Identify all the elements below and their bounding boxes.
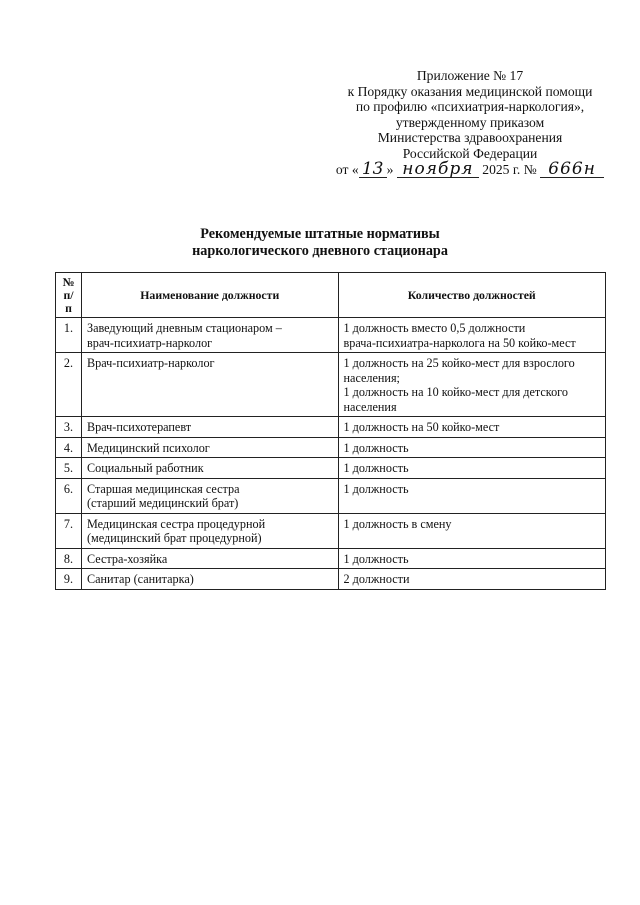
header-position-name: Наименование должности bbox=[81, 273, 338, 318]
title-line: Рекомендуемые штатные нормативы bbox=[200, 226, 440, 242]
position-count bbox=[338, 478, 605, 513]
table-row bbox=[56, 318, 606, 353]
position-name bbox=[81, 353, 338, 417]
position-count-line: 1 должность на 50 койко-мест bbox=[343, 420, 500, 434]
table-row bbox=[56, 513, 606, 548]
position-count bbox=[338, 569, 605, 590]
position-count bbox=[338, 458, 605, 479]
header-line: утвержденному приказом bbox=[395, 114, 545, 130]
position-count-line: 1 должность bbox=[343, 440, 409, 455]
table-row bbox=[56, 458, 606, 479]
date-quote-close: » bbox=[386, 161, 394, 177]
handwritten-order-number: 666н bbox=[540, 162, 604, 178]
header-line: по профилю «психиатрия-наркология», bbox=[355, 99, 585, 115]
row-number: 5. bbox=[56, 458, 82, 479]
position-name bbox=[81, 548, 338, 569]
handwritten-month: ноября bbox=[397, 162, 479, 178]
row-number: 3. bbox=[56, 417, 82, 438]
title-line: наркологического дневного стационара bbox=[192, 243, 448, 259]
table-row bbox=[56, 478, 606, 513]
row-number: 4. bbox=[56, 437, 82, 458]
position-count-line: 2 должности bbox=[343, 572, 410, 586]
position-name-line: (медицинский брат процедурной) bbox=[86, 531, 262, 545]
position-count-line: 1 должность bbox=[343, 461, 409, 475]
position-name-line: (старший медицинский брат) bbox=[86, 496, 239, 510]
row-number: 7. bbox=[56, 513, 82, 548]
header-line: к Порядку оказания медицинской помощи bbox=[347, 83, 593, 99]
position-count bbox=[338, 318, 605, 353]
header-number-abbr: п/п bbox=[63, 288, 74, 315]
position-count bbox=[338, 353, 605, 417]
position-count-line: 1 должность в смену bbox=[343, 516, 452, 531]
table-row bbox=[56, 437, 606, 458]
header-number-symbol: № bbox=[62, 275, 75, 289]
position-count-line: врача-психиатра-нарколога на 50 койко-мест bbox=[343, 335, 576, 350]
header-line: Министерства здравоохранения bbox=[377, 130, 563, 146]
position-count-line: 1 должность bbox=[343, 481, 409, 496]
position-name-line: Социальный работник bbox=[86, 461, 204, 475]
position-count bbox=[338, 513, 605, 548]
header-line: Приложение № 17 bbox=[416, 68, 524, 83]
position-count-line: 1 должность на 25 койко-мест для взрослого населения; bbox=[343, 356, 575, 385]
table-row bbox=[56, 353, 606, 417]
appendix-header bbox=[320, 68, 620, 178]
position-name-line: Медицинская сестра процедурной bbox=[86, 516, 266, 531]
date-year-text: 2025 г. № bbox=[482, 161, 537, 177]
table-row bbox=[56, 569, 606, 590]
position-count bbox=[338, 417, 605, 438]
position-name bbox=[81, 437, 338, 458]
position-name-line: Санитар (санитарка) bbox=[86, 572, 194, 586]
position-name bbox=[81, 458, 338, 479]
table-row bbox=[56, 417, 606, 438]
position-name bbox=[81, 569, 338, 590]
position-name-line: Сестра-хозяйка bbox=[86, 551, 168, 566]
position-name bbox=[81, 513, 338, 548]
row-number: 1. bbox=[56, 318, 82, 353]
position-count-line: 1 должность на 10 койко-мест для детского населения bbox=[343, 385, 568, 414]
position-name bbox=[81, 318, 338, 353]
position-count bbox=[338, 437, 605, 458]
position-name bbox=[81, 478, 338, 513]
position-name-line: Медицинский психолог bbox=[86, 440, 210, 455]
row-number: 6. bbox=[56, 478, 82, 513]
position-name-line: Врач-психотерапевт bbox=[86, 420, 192, 434]
date-prefix: от « bbox=[335, 161, 359, 177]
row-number: 9. bbox=[56, 569, 82, 590]
document-title bbox=[80, 226, 560, 260]
order-date-line bbox=[320, 158, 620, 179]
row-number: 8. bbox=[56, 548, 82, 569]
position-count-line: 1 должность вместо 0,5 должности bbox=[343, 321, 526, 335]
header-number bbox=[56, 273, 82, 318]
row-number: 2. bbox=[56, 353, 82, 417]
position-count bbox=[338, 548, 605, 569]
table-row bbox=[56, 548, 606, 569]
header-position-count: Количество должностей bbox=[338, 273, 605, 318]
position-name-line: Старшая медицинская сестра bbox=[86, 481, 240, 496]
position-name-line: врач-психиатр-нарколог bbox=[86, 335, 213, 350]
header-line: Российской Федерации bbox=[402, 145, 538, 161]
handwritten-day: 13 bbox=[359, 162, 387, 178]
position-name bbox=[81, 417, 338, 438]
table-body bbox=[56, 318, 606, 590]
position-count-line: 1 должность bbox=[343, 551, 409, 566]
position-name-line: Врач-психиатр-нарколог bbox=[86, 356, 215, 370]
position-name-line: Заведующий дневным стационаром – bbox=[86, 321, 282, 335]
table-header-row bbox=[56, 273, 606, 318]
staffing-table bbox=[55, 272, 606, 590]
